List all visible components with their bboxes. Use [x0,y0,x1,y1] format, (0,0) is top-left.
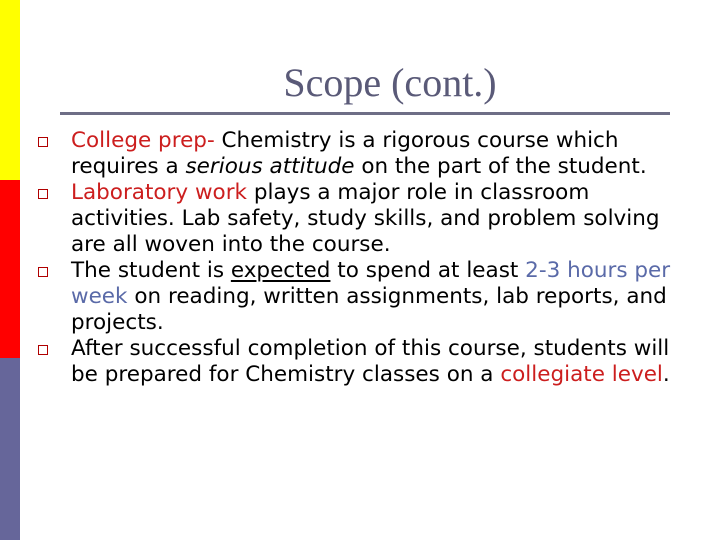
bullet-text-segment: After successful completion of this course, students will be prepared for Chemistry classes on a [71,336,670,387]
bullet-text-highlight: Laboratory work [71,180,247,205]
bullet-text-emphasis: serious attitude [185,154,355,179]
bullet-text-segment: . [662,362,670,387]
bullet-item-1 [34,128,684,180]
bullet-item-2 [34,180,684,258]
bullet-text-segment: College prep- [71,128,222,153]
square-bullet-icon [38,189,48,199]
bullet-text-segment: The student is [71,258,231,283]
sidebar-band-blue [0,358,20,540]
bullet-text-segment: to spend at least [330,258,526,283]
bullet-text-underlined: expected [230,258,331,283]
bullet-text-segment: Chemistry is a rigorous course which requires a [71,128,619,179]
bullet-item-4 [34,336,684,388]
square-bullet-icon [38,267,48,277]
square-bullet-icon [38,345,48,355]
bullet-list [34,128,684,388]
bullet-item-3 [34,258,684,336]
bullet-text-highlight: collegiate level [500,362,663,387]
bullet-text-highlight: 2-3 hours per week [71,258,671,309]
square-bullet-icon [38,137,48,147]
slide-title: Scope (cont.) [283,60,497,105]
title-divider [60,112,670,115]
sidebar-band-red [0,180,20,358]
sidebar-color-bands [0,0,20,540]
bullet-text-segment: plays a major role in classroom activities. Lab safety, study skills, and problem solving are all woven into the course. [71,180,660,257]
sidebar-band-yellow [0,0,20,180]
bullet-text-segment: on the part of the student. [354,154,647,179]
bullet-text-segment: on reading, written assignments, lab reports, and projects. [71,284,667,335]
